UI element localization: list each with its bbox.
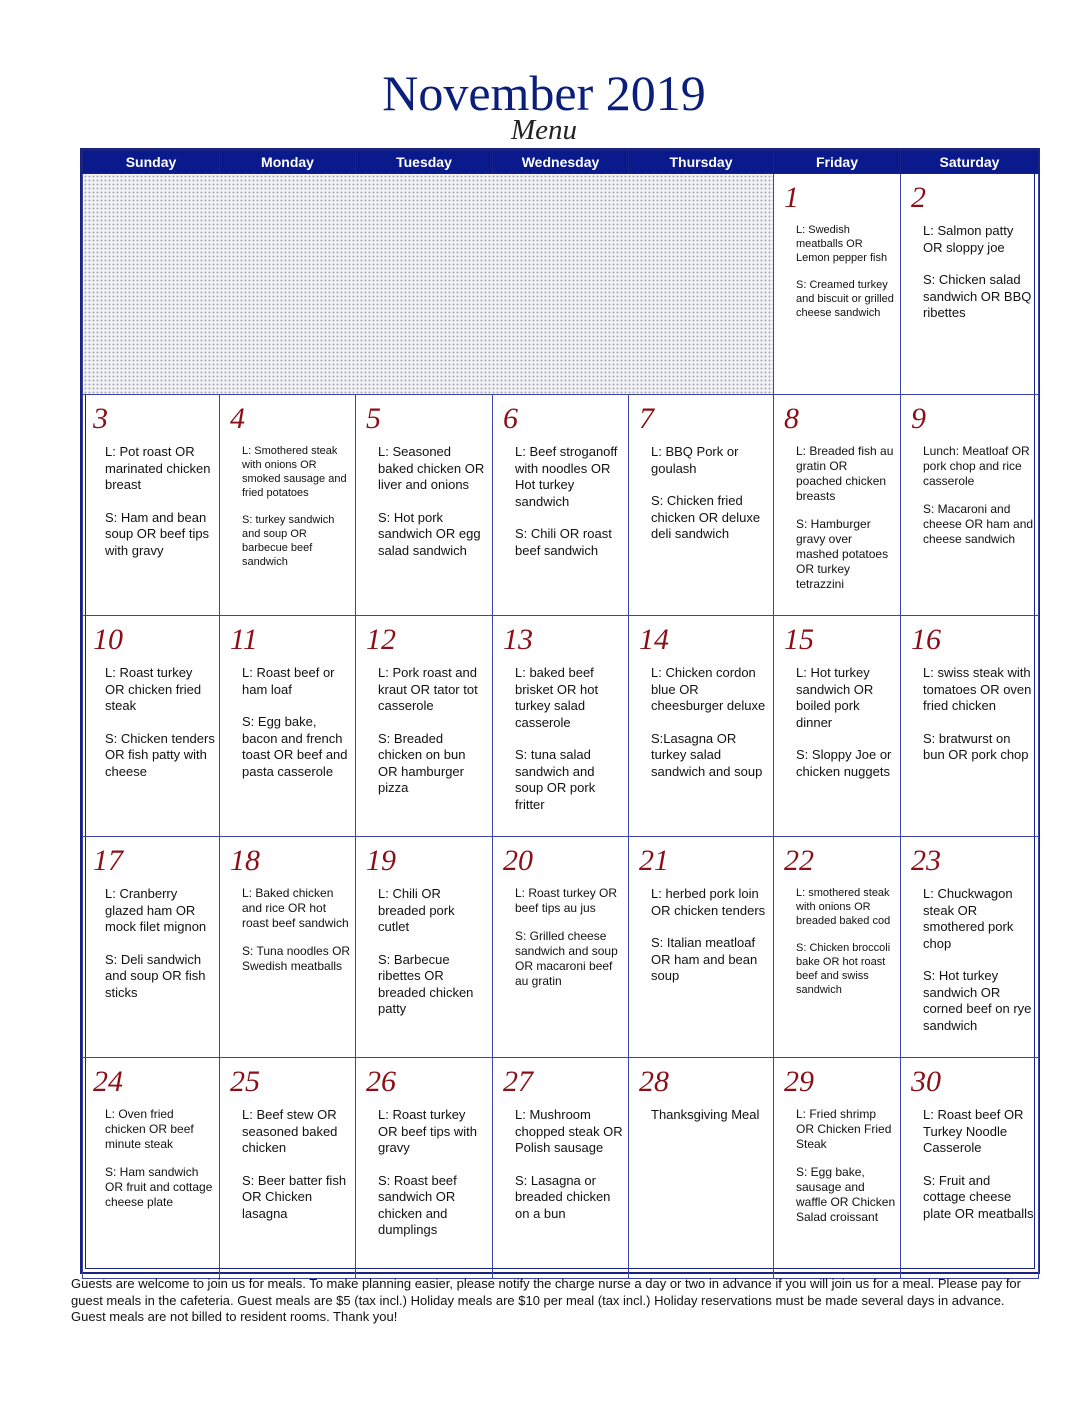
supper-text: S: Barbecue ribettes OR breaded chicken patty <box>378 951 474 1016</box>
day-number: 17 <box>93 844 123 877</box>
lunch-text: L: Chili OR breaded pork cutlet <box>378 886 455 934</box>
lunch-text: L: Chicken cordon blue OR cheesburger deluxe <box>651 665 766 713</box>
day-cell-2 <box>901 174 1039 395</box>
supper-text: S: Ham sandwich OR fruit and cottage cheese plate <box>105 1165 213 1209</box>
day-cell-18 <box>220 837 356 1058</box>
day-cell-7 <box>629 395 774 616</box>
day-number: 13 <box>503 623 533 656</box>
day-number: 5 <box>366 402 381 435</box>
supper-text: S: Hamburger gravy over mashed potatoes OR turkey tetrazzini <box>796 517 889 591</box>
supper-text: S:Lasagna OR turkey salad sandwich and soup <box>651 730 763 779</box>
supper-text: S: Breaded chicken on bun OR hamburger pizza <box>378 730 466 795</box>
day-cell-3 <box>83 395 220 616</box>
day-number: 22 <box>784 844 814 877</box>
supper-text: S: Chicken broccoli bake OR hot roast beef and swiss sandwich <box>796 942 891 996</box>
weekday-saturday: Saturday <box>901 151 1039 174</box>
lunch-text: L: Roast turkey OR chicken fried steak <box>105 665 202 713</box>
lunch-text: L: Roast beef or ham loaf <box>242 665 335 697</box>
supper-text: S: Chicken tenders OR fish patty with cheese <box>105 730 215 779</box>
supper-text: S: Sloppy Joe or chicken nuggets <box>796 747 892 779</box>
lunch-text: L: BBQ Pork or goulash <box>651 444 739 476</box>
day-number: 21 <box>639 844 669 877</box>
lunch-text: L: Seasoned baked chicken OR liver and onions <box>378 444 485 492</box>
day-cell-13 <box>493 616 629 837</box>
lunch-text: L: Cranberry glazed ham OR mock filet mignon <box>105 886 207 934</box>
day-cell-15 <box>774 616 901 837</box>
page-subtitle: Menu <box>510 114 578 146</box>
day-number: 28 <box>639 1065 669 1098</box>
day-number: 20 <box>503 844 533 877</box>
lunch-text: L: Hot turkey sandwich OR boiled pork dinner <box>796 665 874 730</box>
weekday-sunday: Sunday <box>83 151 220 174</box>
day-cell-17 <box>83 837 220 1058</box>
lunch-text: L: Swedish meatballs OR Lemon pepper fish <box>796 224 888 264</box>
lunch-text: L: Pot roast OR marinated chicken breast <box>105 444 211 492</box>
day-number: 8 <box>784 402 799 435</box>
supper-text: S: Ham and bean soup OR beef tips with gravy <box>105 509 210 558</box>
supper-text: S: Tuna noodles OR Swedish meatballs <box>242 944 351 973</box>
day-number: 23 <box>911 844 941 877</box>
day-cell-12 <box>356 616 493 837</box>
supper-text: S: Egg bake, sausage and waffle OR Chicken Salad croissant <box>796 1165 896 1224</box>
weekday-wednesday: Wednesday <box>493 151 629 174</box>
day-cell-25 <box>220 1058 356 1279</box>
day-cell-9 <box>901 395 1039 616</box>
weekday-header-row <box>83 151 1039 174</box>
weekday-monday: Monday <box>220 151 356 174</box>
lunch-text: L: baked beef brisket OR hot turkey salad casserole <box>515 665 599 730</box>
day-number: 14 <box>639 623 669 656</box>
day-cell-14 <box>629 616 774 837</box>
guest-meal-note: Guests are welcome to join us for meals. To make planning easier, please notify the charge nurse a day or two in advance if you will join us for a meal. Please pay for guest meals in the cafeteria. Guest meals are $5 (tax incl.) Holiday meals are $10 per meal (tax incl.) Holiday reservations must be made several days in advance. Guest meals are not billed to resident rooms. Thank you! <box>71 1276 1021 1324</box>
calendar-grid <box>82 150 1039 1279</box>
day-cell-27 <box>493 1058 629 1279</box>
supper-text: S: Chicken fried chicken OR deluxe deli sandwich <box>651 493 761 541</box>
week-row <box>83 395 1039 616</box>
supper-text: S: Hot pork sandwich OR egg salad sandwich <box>378 509 481 558</box>
lunch-text: Thanksgiving Meal <box>651 1107 760 1122</box>
week-row <box>83 616 1039 837</box>
supper-text: S: Egg bake, bacon and french toast OR beef and pasta casserole <box>242 714 348 779</box>
day-cell-30 <box>901 1058 1039 1279</box>
day-number: 19 <box>366 844 396 877</box>
supper-text: S: bratwurst on bun OR pork chop <box>923 730 1029 762</box>
lunch-text: L: Baked chicken and rice OR hot roast beef sandwich <box>242 886 349 930</box>
supper-text: S: Grilled cheese sandwich and soup OR macaroni beef au gratin <box>515 929 618 988</box>
day-number: 15 <box>784 623 814 656</box>
week-row <box>83 837 1039 1058</box>
lunch-text: L: Salmon patty OR sloppy joe <box>923 223 1014 255</box>
day-number: 24 <box>93 1065 123 1098</box>
lunch-text: L: smothered steak with onions OR breaded baked cod <box>796 887 891 927</box>
week-row <box>83 174 1039 395</box>
day-number: 16 <box>911 623 941 656</box>
lunch-text: L: Fried shrimp OR Chicken Fried Steak <box>796 1107 892 1151</box>
day-number: 2 <box>911 181 926 214</box>
empty-days-pattern <box>83 174 774 395</box>
lunch-text: L: Pork roast and kraut OR tator tot casserole <box>378 665 478 713</box>
weekday-thursday: Thursday <box>629 151 774 174</box>
lunch-text: L: Mushroom chopped steak OR Polish sausage <box>515 1107 623 1155</box>
supper-text: S: tuna salad sandwich and soup OR pork fritter <box>515 747 596 812</box>
supper-text: S: Deli sandwich and soup OR fish sticks <box>105 951 206 1000</box>
lunch-text: L: Chuckwagon steak OR smothered pork chop <box>923 886 1014 951</box>
supper-text: S: Roast beef sandwich OR chicken and dumplings <box>378 1172 457 1237</box>
day-cell-23 <box>901 837 1039 1058</box>
day-number: 6 <box>503 402 518 435</box>
day-cell-8 <box>774 395 901 616</box>
day-cell-19 <box>356 837 493 1058</box>
week-row <box>83 1058 1039 1279</box>
lunch-text: L: Roast turkey OR beef tips au jus <box>515 886 618 915</box>
day-cell-21 <box>629 837 774 1058</box>
day-number: 26 <box>366 1065 396 1098</box>
day-number: 30 <box>911 1065 941 1098</box>
lunch-text: L: Breaded fish au gratin OR poached chicken breasts <box>796 444 894 503</box>
day-cell-11 <box>220 616 356 837</box>
day-number: 7 <box>639 402 654 435</box>
supper-text: S: Fruit and cottage cheese plate OR meatballs <box>923 1172 1034 1221</box>
day-number: 18 <box>230 844 260 877</box>
lunch-text: L: swiss steak with tomatoes OR oven fried chicken <box>923 665 1032 713</box>
day-number: 10 <box>93 623 123 656</box>
day-cell-5 <box>356 395 493 616</box>
lunch-text: L: Smothered steak with onions OR smoked sausage and fried potatoes <box>242 445 347 499</box>
supper-text: S: Italian meatloaf OR ham and bean soup <box>651 935 758 983</box>
day-cell-22 <box>774 837 901 1058</box>
weekday-tuesday: Tuesday <box>356 151 493 174</box>
day-number: 27 <box>503 1065 533 1098</box>
day-number: 25 <box>230 1065 260 1098</box>
day-number: 3 <box>93 402 108 435</box>
day-cell-1 <box>774 174 901 395</box>
day-cell-26 <box>356 1058 493 1279</box>
supper-text: S: turkey sandwich and soup OR barbecue beef sandwich <box>242 514 335 568</box>
day-cell-28 <box>629 1058 774 1279</box>
day-cell-4 <box>220 395 356 616</box>
day-number: 9 <box>911 402 926 435</box>
supper-text: S: Creamed turkey and biscuit or grilled cheese sandwich <box>796 279 894 319</box>
day-number: 1 <box>784 181 799 214</box>
lunch-text: Lunch: Meatloaf OR pork chop and rice casserole <box>923 444 1030 488</box>
day-cell-16 <box>901 616 1039 837</box>
day-cell-20 <box>493 837 629 1058</box>
supper-text: S: Chili OR roast beef sandwich <box>515 526 612 558</box>
day-cell-6 <box>493 395 629 616</box>
supper-text: S: Hot turkey sandwich OR corned beef on rye sandwich <box>923 968 1032 1033</box>
day-number: 29 <box>784 1065 814 1098</box>
day-cell-29 <box>774 1058 901 1279</box>
day-cell-10 <box>83 616 220 837</box>
supper-text: S: Chicken salad sandwich OR BBQ ribettes <box>923 272 1032 320</box>
lunch-text: L: herbed pork loin OR chicken tenders <box>651 886 766 918</box>
supper-text: S: Beer batter fish OR Chicken lasagna <box>242 1172 347 1221</box>
lunch-text: L: Beef stew OR seasoned baked chicken <box>242 1107 338 1155</box>
page-title: November 2019 <box>382 65 706 121</box>
lunch-text: L: Roast turkey OR beef tips with gravy <box>378 1107 477 1155</box>
lunch-text: L: Oven fried chicken OR beef minute steak <box>105 1107 194 1151</box>
weekday-friday: Friday <box>774 151 901 174</box>
day-number: 4 <box>230 402 245 435</box>
day-cell-24 <box>83 1058 220 1279</box>
supper-text: S: Macaroni and cheese OR ham and cheese sandwich <box>923 502 1034 546</box>
supper-text: S: Lasagna or breaded chicken on a bun <box>515 1172 611 1221</box>
lunch-text: L: Beef stroganoff with noodles OR Hot turkey sandwich <box>515 444 618 509</box>
lunch-text: L: Roast beef OR Turkey Noodle Casserole <box>923 1107 1024 1155</box>
day-number: 11 <box>230 623 258 656</box>
day-number: 12 <box>366 623 396 656</box>
